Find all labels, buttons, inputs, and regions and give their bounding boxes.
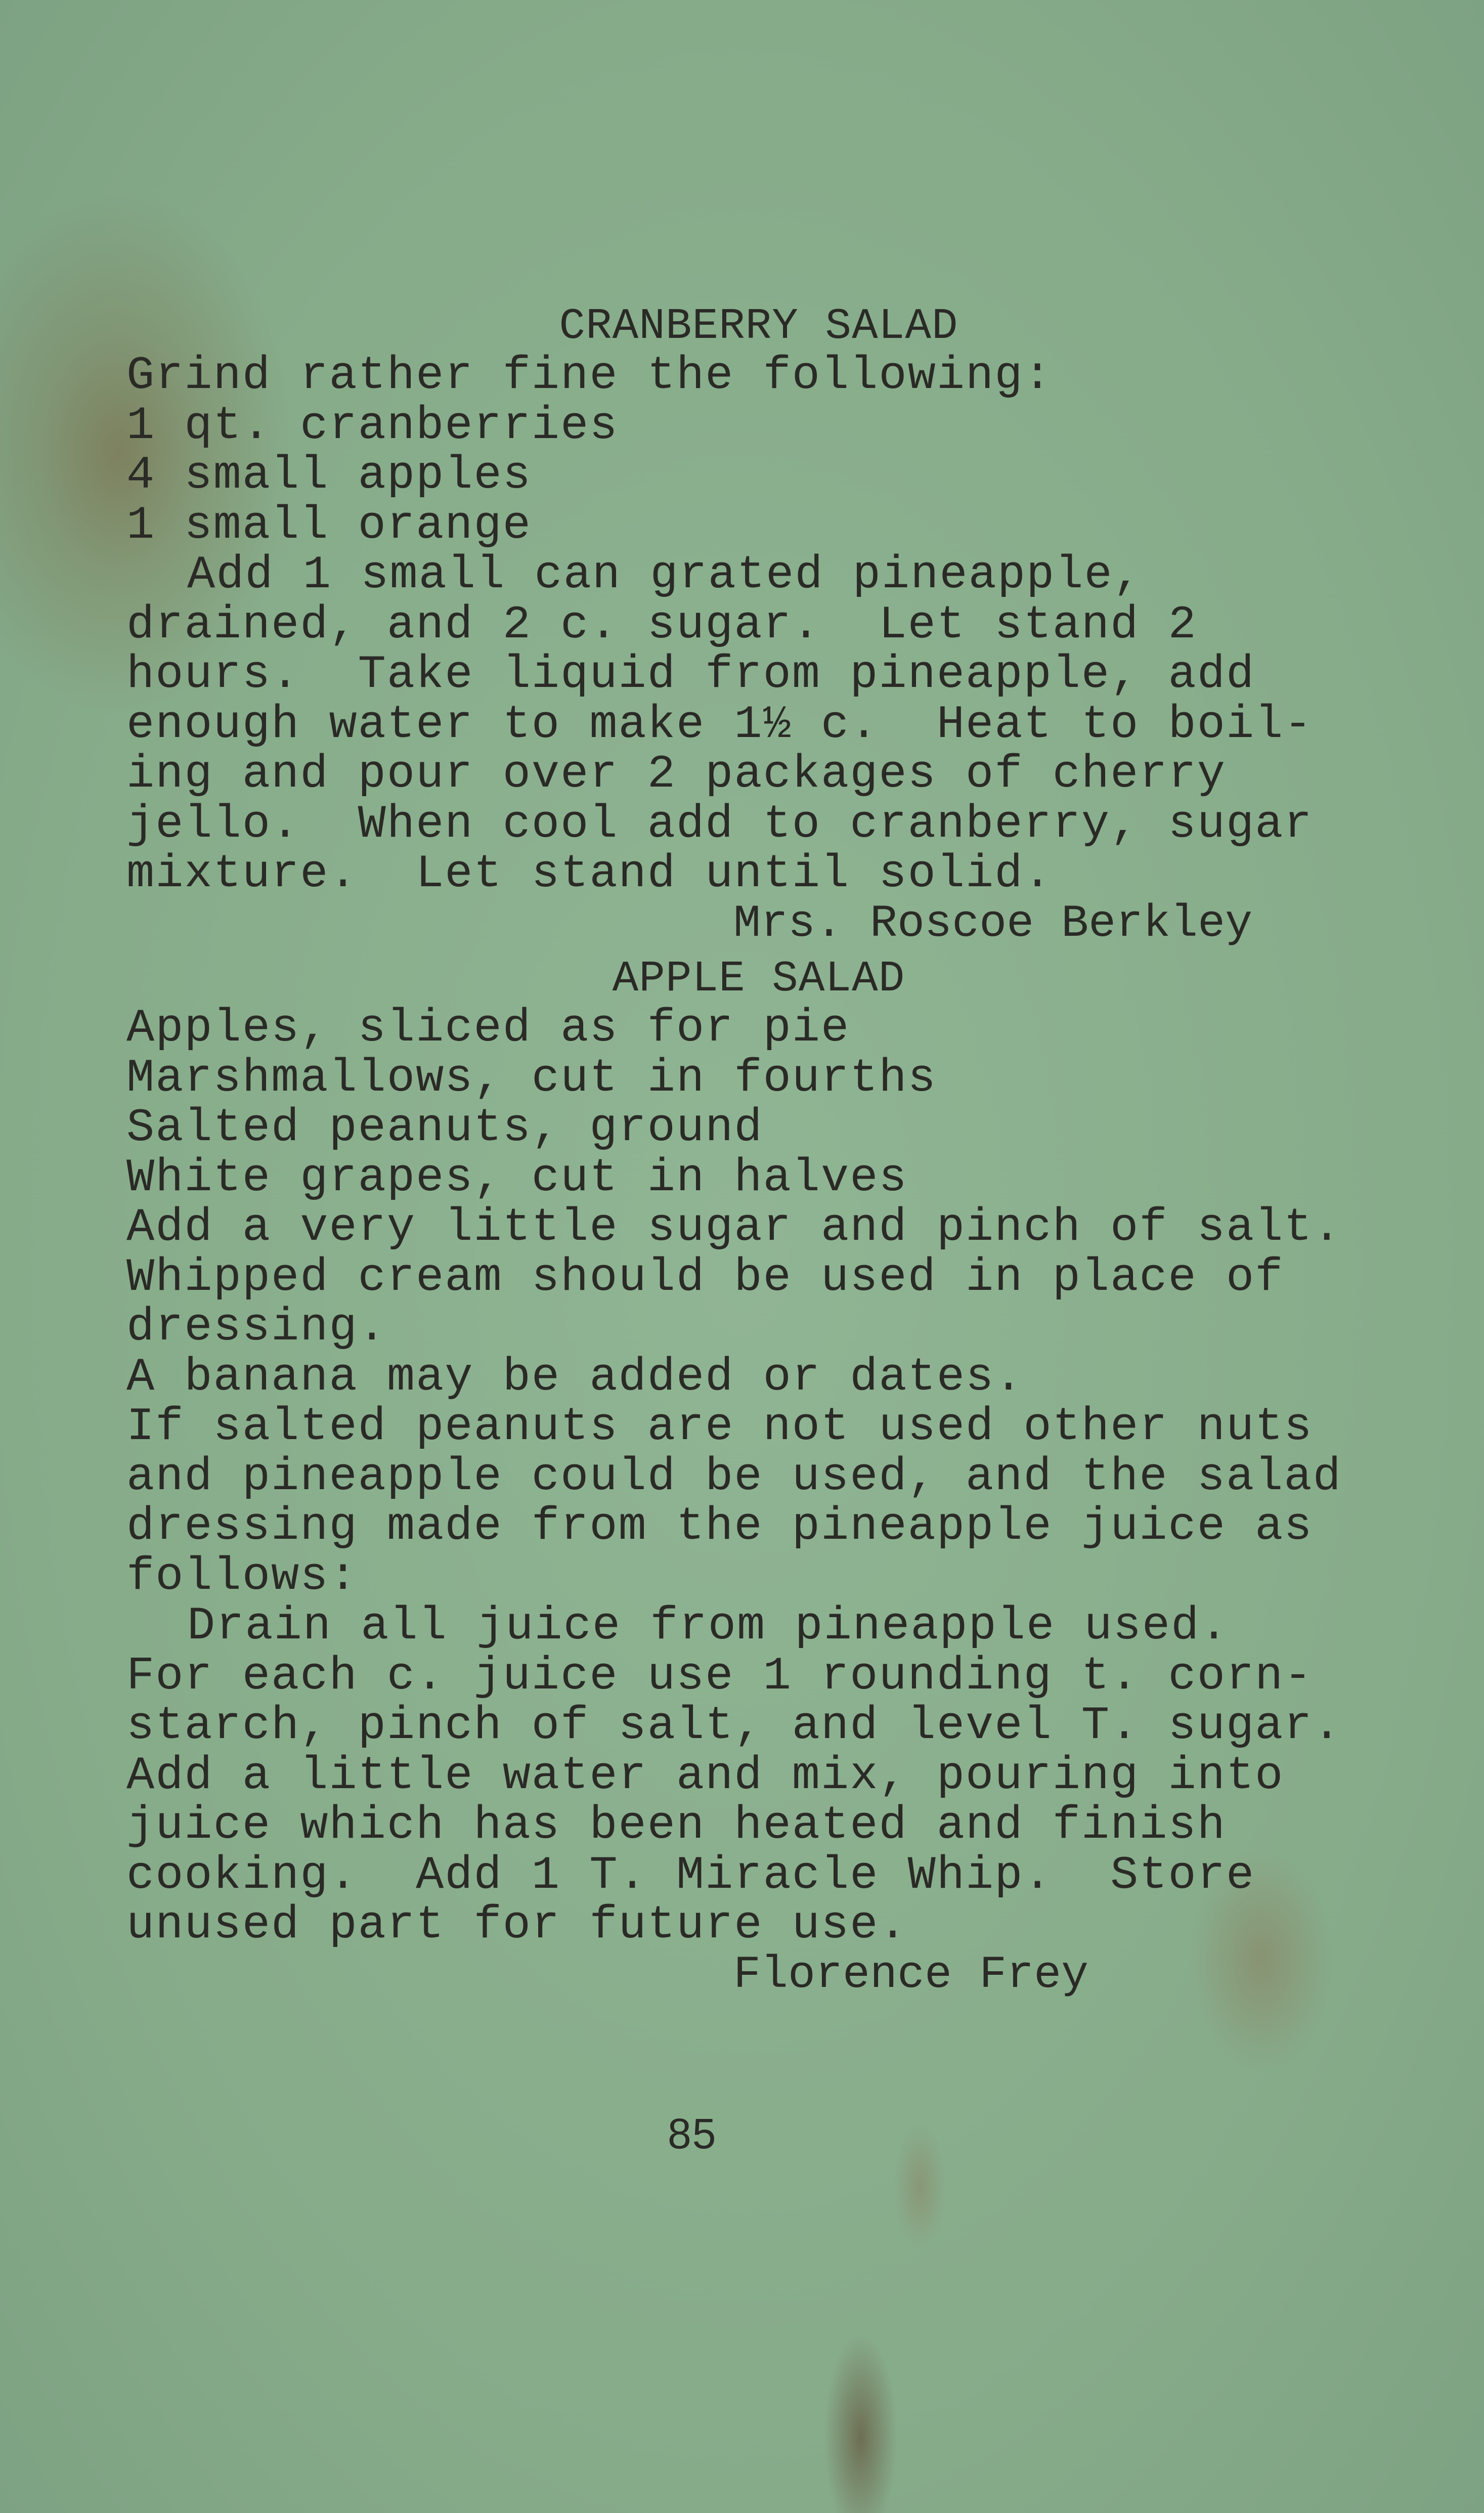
cranberry-salad-recipe (126, 301, 1391, 949)
direction-line: If salted peanuts are not used other nuts (126, 1400, 1313, 1453)
direction-line: ing and pour over 2 packages of cherry (126, 748, 1226, 801)
page-number: 85 (668, 2110, 717, 2157)
ingredient-line: 1 small orange (126, 498, 532, 552)
ingredient-line: 1 qt. cranberries (126, 399, 619, 452)
direction-line: A banana may be added or dates. (126, 1350, 1024, 1404)
ingredient-line: White grapes, cut in halves (126, 1151, 908, 1204)
ingredient-line: Apples, sliced as for pie (126, 1002, 850, 1055)
direction-line: dressing made from the pineapple juice as (126, 1500, 1313, 1553)
dressing-line: unused part for future use. (126, 1898, 908, 1952)
dressing-line: For each c. juice use 1 rounding t. corn- (126, 1649, 1313, 1703)
ingredient-line: Salted peanuts, ground (126, 1101, 763, 1154)
dressing-line: starch, pinch of salt, and level T. sugar. (126, 1699, 1342, 1752)
ingredient-line: Marshmallows, cut in fourths (126, 1051, 937, 1105)
direction-line: Add a very little sugar and pinch of salt. (126, 1201, 1342, 1254)
cranberry-salad-signature: Mrs. Roscoe Berkley (733, 898, 1253, 950)
direction-line: mixture. Let stand until solid. (126, 847, 1053, 900)
direction-line: follows: (126, 1549, 358, 1603)
direction-line: enough water to make 1½ c. Heat to boil- (126, 698, 1313, 751)
ingredient-line: 4 small apples (126, 449, 532, 502)
dressing-line: Add a little water and mix, pouring into (126, 1749, 1284, 1802)
direction-line: and pineapple could be used, and the salad (126, 1450, 1342, 1503)
direction-line: dressing. (126, 1301, 387, 1354)
direction-line: Add 1 small can grated pineapple, (187, 548, 1142, 601)
dressing-line: cooking. Add 1 T. Miracle Whip. Store (126, 1848, 1255, 1902)
apple-salad-signature: Florence Frey (733, 1949, 1089, 2001)
dressing-line: juice which has been heated and finish (126, 1799, 1226, 1852)
direction-line: hours. Take liquid from pineapple, add (126, 648, 1255, 701)
ingredient-line: Grind rather fine the following: (126, 349, 1053, 402)
cranberry-salad-title: CRANBERRY SALAD (559, 301, 958, 351)
direction-line: Whipped cream should be used in place of (126, 1250, 1284, 1304)
dressing-line: Drain all juice from pineapple used. (187, 1599, 1229, 1653)
direction-line: jello. When cool add to cranberry, sugar (126, 797, 1313, 851)
direction-line: drained, and 2 c. sugar. Let stand 2 (126, 598, 1197, 652)
apple-salad-title: APPLE SALAD (612, 954, 905, 1004)
apple-salad-recipe (126, 954, 1391, 2000)
